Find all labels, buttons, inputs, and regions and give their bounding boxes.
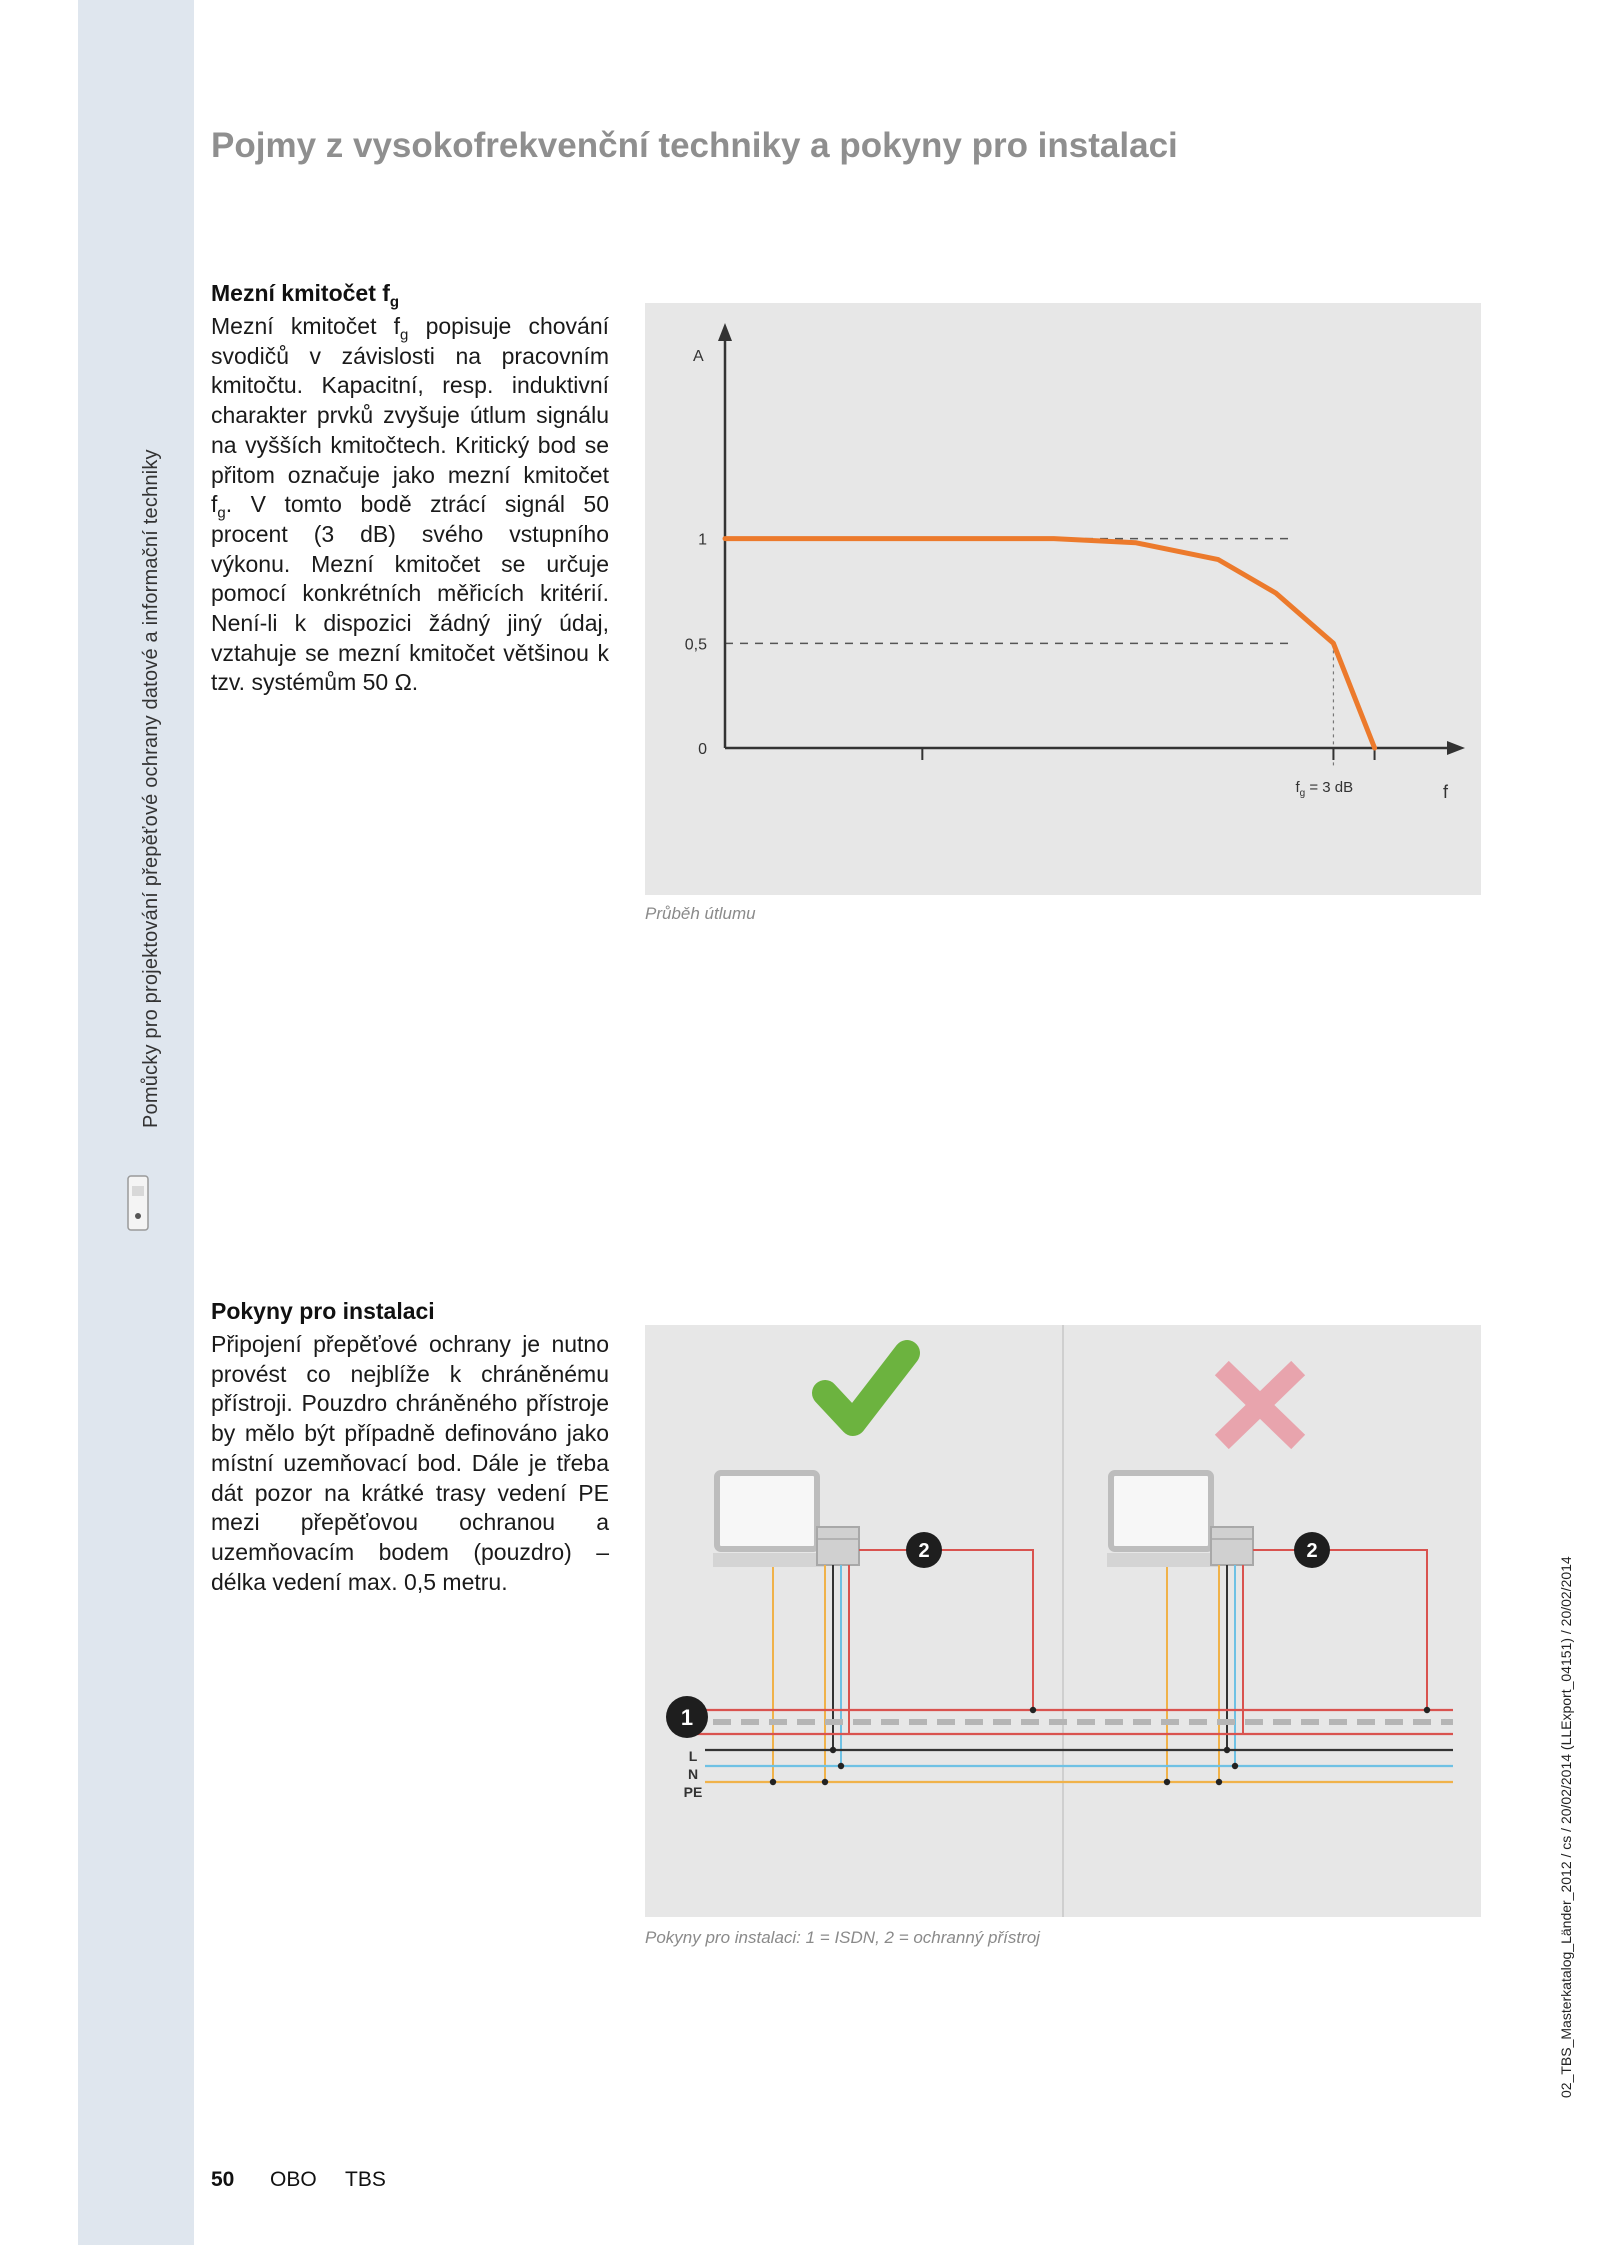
line-label-l: L — [688, 1748, 698, 1764]
fg-marker-label: $f_g = 3$ dB — [1295, 779, 1354, 799]
line-label-n: N — [687, 1766, 699, 1782]
x-axis-label: f — [1443, 782, 1449, 802]
cutoff-frequency-text: Mezní kmitočet $f_g$ popisuje chování svodičů v závislosti na pracovním kmitočtu. Kapacitní, resp. induktivní charakter prvků zvyšuje útlum signálu na vyšších kmitočtech. Kritický bod se přitom označuje jako mezní kmitočet $f_g$. V tomto bodě ztrácí signál 50 procent (3 dB) svého vstupního výkonu. Mezní kmitočet se určuje pomocí konkrétních měřicích kritérií. Není-li k dispozici žádný jiný údaj, vztahuje se mezní kmitočet většinou k tzv. systémům 50 Ω. — [211, 313, 610, 696]
installation-text: Připojení přepěťové ochrany je nutno provést co nejblíže k chráněnému přístroji. Pouzdro chráněného přístroje by mělo být případně definováno jako místní uzemňovací bod. Dále je třeba dát pozor na krátké trasy vedení PE mezi přepěťovou ochranou a uzemňovacím bodem (pouzdro) – délka vedení max. 0,5 metru. — [211, 1331, 609, 1595]
side-section-label: Pomůcky pro projektování přepěťové ochrany datové a informační techniky — [140, 449, 162, 1128]
protector-device-right — [1211, 1527, 1253, 1565]
protector-device-left — [817, 1527, 859, 1565]
svg-text:2: 2 — [1306, 1540, 1318, 1562]
footer-product: TBS — [345, 2168, 386, 2191]
section-heading-cutoff-frequency: Mezní kmitočet $f_g$ — [211, 280, 400, 311]
junction-dot-2 — [838, 1763, 844, 1769]
check-icon — [825, 1353, 907, 1423]
attenuation-figure-caption: Průběh útlumu — [645, 904, 756, 923]
junction-dot-7 — [1232, 1763, 1238, 1769]
footer-brand: OBO — [270, 2168, 317, 2191]
isdn-wire-right — [1253, 1550, 1427, 1710]
y-tick-label-2: 0 — [698, 741, 707, 758]
y-axis-label: A — [693, 348, 704, 365]
document-id: 02_TBS_Masterkatalog_Länder_2012 / cs / 20/02/2014 (LLExport_04151) / 20/02/2014 — [1558, 1556, 1574, 2098]
side-band — [78, 0, 194, 2245]
y-axis-arrow — [718, 323, 732, 341]
svg-text:1: 1 — [680, 1705, 694, 1730]
isdn-wire-left — [859, 1550, 1033, 1710]
junction-dot-4 — [822, 1779, 828, 1785]
junction-dot-1 — [830, 1747, 836, 1753]
cross-icon — [1229, 1375, 1291, 1435]
line-label-pe: PE — [683, 1784, 703, 1800]
attenuation-figure — [645, 303, 1481, 895]
attenuation-chart — [645, 303, 1481, 895]
marker-2-left — [906, 1532, 942, 1568]
x-axis-arrow — [1447, 741, 1465, 755]
y-tick-label-0: 1 — [698, 531, 707, 549]
installation-wires — [773, 1550, 1427, 1782]
chart-tick-labels — [685, 532, 707, 758]
page-number: 50 — [211, 2168, 235, 2191]
chart-axis-labels — [693, 348, 1449, 802]
junction-dot-0 — [1030, 1707, 1036, 1713]
junction-dot-5 — [1424, 1707, 1430, 1713]
wire-junction-dots — [770, 1707, 1430, 1785]
installation-diagram — [645, 1325, 1481, 1917]
installation-bus-lines — [685, 1710, 1453, 1782]
surge-protector-icon — [122, 1172, 156, 1234]
section-heading-installation: Pokyny pro instalaci — [211, 1298, 435, 1324]
computer-icon-right — [1107, 1473, 1219, 1567]
installation-figure-caption: Pokyny pro instalaci: 1 = ISDN, 2 = ochranný přístroj — [645, 1928, 1040, 1947]
junction-dot-8 — [1164, 1779, 1170, 1785]
computer-icon-left — [713, 1473, 825, 1567]
junction-dot-6 — [1224, 1747, 1230, 1753]
marker-2-right — [1294, 1532, 1330, 1568]
junction-dot-9 — [1216, 1779, 1222, 1785]
installation-figure — [645, 1325, 1481, 1917]
page-title: Pojmy z vysokofrekvenční techniky a pokyny pro instalaci — [211, 126, 1178, 165]
svg-text:2: 2 — [918, 1540, 930, 1562]
marker-1 — [666, 1696, 708, 1738]
junction-dot-3 — [770, 1779, 776, 1785]
y-tick-label-1: 0,5 — [684, 636, 707, 654]
